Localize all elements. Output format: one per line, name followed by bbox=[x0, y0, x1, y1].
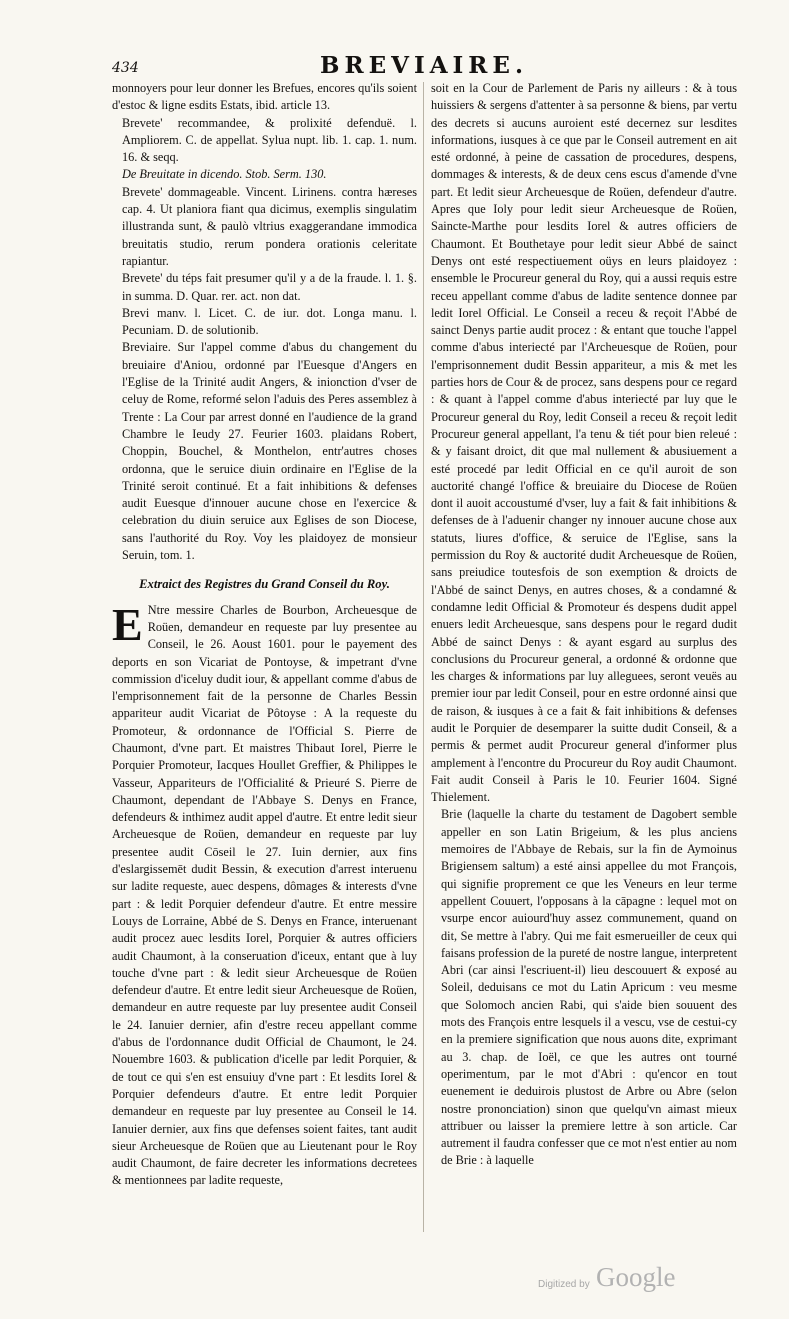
column-divider bbox=[423, 82, 424, 1232]
entry-brevete-du-temps: Brevete' du téps fait presumer qu'il y a de la fraude. l. 1. §. in summa. D. Quar. rer. act. non dat. bbox=[122, 271, 417, 303]
entry-brevi-manu: Brevi manv. l. Licet. C. de iur. dot. Longa manu. l. Pecuniam. D. de solutionib. bbox=[122, 305, 417, 338]
arrest-body: Ntre messire Charles de Bourbon, Archeuesque de Roüen, demandeur en requeste par luy presentee au Conseil, le 26. Aoust 1601. pour le payement des deports en son Vicariat de Pontoyse, & impetrant d'vne commission d'iceluy dudit iour, & appellant comme d'abus de l'emprisonnement fait de la personne de Charles Bessin appariteur audit Vicariat de Pôtoyse : A la requeste du Promoteur, & ordonnance de l'Official S. Pierre de Chaumont, d'vne part. Et maistres Thibaut Iorel, Pierre le Porquier Promoteur, Iacques Houllet Greffier, & Philippes le Vasseur, Appariteurs de l'Officialité & Prieuré S. Pierre de Chaumont, dependant de l'Abbaye S. Denys en France, defendeurs & inthimez audit appel d'autre. Et entre ledit sieur Archeuesque de Roüen, demandeur en requeste par luy presentee audit Cōseil le 27. Iuin dernier, aux fins d'eslargissemēt dudit Bessin, & execution d'arrest interuenu sur ladite requeste, auec despens, dômages & interests d'vne part : & ledit Porquier defendeur d'autre. Et entre messire Louys de Lorraine, Abbé de S. Denys en France, interuenant audit procez auec lesdits Iorel, Porquier & autres officiers audit Chaumont, à la conseruation d'iceux, entant que à luy touche d'vne part : & ledit sieur Archeuesque de Roüen defendeur d'autre. Et entre ledit sieur Archeuesque de Roüen, demandeur en autre requeste par luy presentee audit Conseil le 24. Ianuier dernier, afin d'estre receu appellant comme d'abus de l'ordonnance dudit Official de Chaumont, le 24. Nouembre 1603. & publication d'icelle par ledit Porquier, & de tout ce qui s'en est ensuiuy d'vne part : Et lesdits Iorel & Porquier defendeurs d'autre. Et entre ledit Porquier demandeur en requeste par luy presentee au Conseil le 14. Ianuier dernier, aux fins que defenses soient faites, tant audit sieur Archeuesque de Roüen que au Lieutenant pour le Roy audit Chaumont, de faire decreter les informations decretees & mentionnees par ladite requeste, bbox=[112, 602, 417, 1188]
entry-brevete-recommandee: Brevete' recommandee, & prolixité defenduë. l. Ampliorem. C. de appellat. Sylua nupt. lib. 1. cap. 1. num. 16. & seqq. bbox=[122, 115, 417, 165]
section-heading: Extraict des Registres du Grand Conseil du Roy. bbox=[139, 577, 390, 592]
left-column bbox=[112, 80, 417, 1250]
running-title: BREVIAIRE. bbox=[320, 52, 528, 79]
google-logo: Google bbox=[596, 1262, 676, 1292]
entry-breviaire: Breviaire. Sur l'appel comme d'abus du changement du breuiaire d'Aniou, ordonné par l'Euesque d'Angers en l'Eglise de la Trinité audit Angers, & inionction d'vser de celuy de Rome, reformé selon l'aduis des Peres assemblez à Trente : La Cour par arrest donné en l'audience de la grand Chambre le Ieudy 27. Feurier 1603. plaidans Robert, Choppin, Bouchel, & Monthelon, entr'autres choses ordonna, que le seruice diuin ordinaire en l'Eglise de la Trinité seroit continué. Et a fait inhibitions & defenses audit Euesque d'innouer aucune chose en l'exercice & celebration du diuin seruice aux Eglises de son Diocese, sans l'authorité du Roy. Voy les plaidoyez de monsieur Seruin, tom. 1. bbox=[122, 340, 417, 563]
entry-brevete-dommageable: Brevete' dommageable. Vincent. Lirinens. contra hæreses cap. 4. Ut planiora fiant qua dicimus, exemplis singulatim illustranda sunt, & paulò vltrius exaggerandane immodica breuitatis studio, rerum pondera orationis celeritate rapiantur. bbox=[122, 184, 417, 268]
arrest-continuation: soit en la Cour de Parlement de Paris ny ailleurs : & à tous huissiers & sergens d'attenter à sa personne & biens, par vertu des decrets si aucuns auroient esté decernez sur lesdites informations, iusques à ce que par le Conseil autrement en ait esté ordonné, à peine de cassation de procedures, despens, dommages & interests, & de deux cens escus d'amende d'vne part. Et ledit sieur Archeuesque de Roüen, defendeur d'autre. Apres que Ioly pour ledit sieur Archeuesque de Roüen, Saincte-Marthe pour lesdits Iorel & autres officiers de Chaumont. Et Bouthetaye pour ledit sieur Abbé de sainct Denys ont esté respectiuement oüys en leurs plaidoyez : ensemble le Procureur general du Roy, qui a aussi requis estre receu appellant comme d'abus de ladite sentence donnee par ledit Iorel Official. Le Conseil a receu & reçoit l'Abbé de sainct Denys partie audit procez : & entant que touche l'appel comme d'abus interiecté par l'Archeuesque de Roüen, pour l'emprisonnement dudit Bessin appariteur, a mis & met les parties hors de Cour & de procez, sans despens pour ce regard : & quant à l'appel comme d'abus interiecté par luy que le Procureur general du Roy, ledit Conseil a receu & reçoit ledit Procureur general appellant, l'a tenu & tiét pour bien releué : & y faisant droict, dit que mal nullement & abusiuement a esté procedé par ledit Official en ce qu'il auroit de son auctorité changé l'office & breuiaire du Diocese de Roüen dont il auoit accoustumé d'vser, luy a fait & fait inhibitions & defenses de à l'aduenir changer ny innouer aucune chose aux statuts, liures d'office, & seruice de l'Eglise, sans la permission du Roy & auctorité dudit Archeuesque de Roüen, sans preiudice toutesfois de son exemption & droicts de l'Abbé de sainct Denys, en autres choses, & a condamné & condamne ledit Official & Promoteur és despens dudit appel enuers ledit Archeuesque, sans despens pour le regard dudit Abbé de sainct Denys : & ayant esgard au surplus des conclusions du Procureur general, a ordonné & ordonne que les charges & informations par luy alleguees, seront veuës au premier iour par ledit Conseil, pour en estre ordonné ainsi que de raison, & iusques à ce a fait & fait inhibitions & defenses audit le Porquier de desemparer la suitte dudit Conseil, & a permis & permet audit Procureur general d'informer plus amplement à l'encontre du Procureur du Roy audit Chaumont. Fait audit Conseil à Paris le 10. Feurier 1604. Signé Thielement. bbox=[431, 81, 737, 805]
right-column bbox=[431, 80, 737, 1250]
page-number: 434 bbox=[112, 60, 139, 76]
paragraph: monnoyers pour leur donner les Brefues, encores qu'ils soient d'estoc & ligne esdits Estats, ibid. article 13. bbox=[112, 81, 417, 113]
watermark-prefix: Digitized by bbox=[538, 1279, 590, 1290]
drop-cap: E bbox=[112, 598, 143, 650]
entry-brie: Brie (laquelle la charte du testament de Dagobert semble appeller en son Latin Brigeium, & les plus anciens memoires de l'Abbaye de Rebais, sur la fin de Aymoinus Brigiensem saltum) a esté ainsi appellee du mot François, qui signifie proprement ce que les Veneurs en leur terme appellent Couuert, l'opposans à la cāpagne : lequel mot on vsurpe encor auiourd'huy assez communement, quand on dit, Se mettre à l'abry. Qui me fait esmerueiller de ceux qui faisans profession de la pureté de nostre langue, interpretent Abri (car ainsi l'escriuent-il) lieu descouuert & exposé au Soleil, deduisans ce mot du Latin Apricum : veu mesme que Solomoch ancien Rabi, qui s'aide bien souuent des mots des François entre lesquels il a vescu, vse de cestui-cy en la premiere signification que nous auons dite, exprimant au 3. chap. de Ioël, ce que les autres ont tourné operimentum, par le mot d'Abri : qu'encor en tout euenement ie deduirois plustost de Arbre ou Abre (selon nostre prononciation) sinon que quelqu'vn aimast mieux attribuer ou laisser la premiere lettre à son article. Car autrement il faudra confesser que ce mot n'est entier au nom de Brie : à laquelle bbox=[441, 807, 737, 1168]
entry-de-breuitate: De Breuitate in dicendo. Stob. Serm. 130. bbox=[122, 167, 327, 182]
arrest-text bbox=[112, 598, 417, 1190]
page-header bbox=[112, 52, 736, 80]
digitized-watermark bbox=[538, 1262, 748, 1298]
